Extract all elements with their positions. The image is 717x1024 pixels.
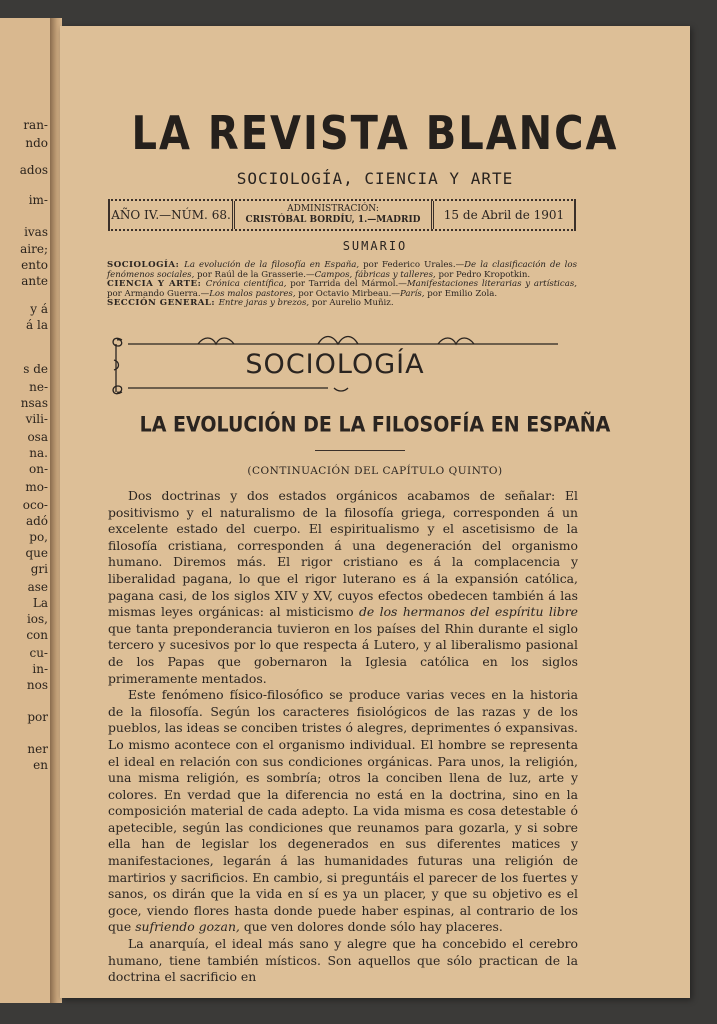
sumario-segment: por Aurelio Muñiz.: [309, 298, 394, 309]
article-paragraph: [108, 936, 578, 986]
paragraph-segment: que tanta preponderancia tuvieron en los países del Rhin durante el siglo tercero y sucesivos por lo que respecta á Lutero, y al liberalismo pasional de los Papas que gobernaron la Iglesia católica en los siglos primeramente mentados.: [108, 620, 578, 686]
left-page-fragment: ante: [21, 274, 48, 288]
left-page-fragment: ivas: [24, 225, 48, 239]
sumario-segment: París,: [399, 288, 425, 299]
left-page-fragment: por: [27, 710, 48, 724]
sumario-segment: por Federico Urales.—: [359, 260, 465, 270]
issue-info-bar: [108, 199, 576, 231]
left-page-fragment: ento: [21, 258, 48, 272]
left-page-fragment: in-: [32, 662, 48, 676]
article-paragraph: [108, 488, 578, 687]
sumario-item: [107, 299, 577, 309]
left-page-fragment: na.: [29, 446, 48, 460]
left-page-fragment: s de: [23, 362, 48, 376]
left-page-fragment: ados: [19, 163, 48, 177]
left-page-fragment: La: [32, 596, 48, 610]
paragraph-segment: Este fenómeno físico-filosófico se produce varias veces en la historia de la filosofía. Según los caracteres fisiológicos de las razas y de los pueblos, las ideas se conciben tristes ó alegres, deprimentes ó expansivas. Lo mismo acontece con el organismo individual. El hombre se representa el ideal en relación con sus condiciones orgánicas. Para unos, la religión, una misma religión, es sombría; otros la conciben llena de luz, arte y colores. En verdad que la diferencia no está en la doctrina, sino en la composición material de cada adepto. La vida misma es cosa detestable ó apetecible, según las condiciones que reunamos para gozarla, y si sobre ella han de legislar los degenerados en sus diferentes matices y manifestaciones, legarán á las humanidades futuras una religión de martirios y sacrificios. En cambio, si preguntáis el parecer de los fuertes y sanos, os dirán que la vida en sí es ya un placer, y que su objetivo es el goce, viendo flores hasta donde puede haber espinas, al contrario de los que: [108, 687, 578, 935]
sumario-segment: por Pedro Kropotkin.: [435, 269, 531, 280]
sumario-segment: por Armando Guerra.—: [107, 288, 210, 299]
left-page-fragment: ios,: [26, 612, 48, 626]
left-page-fragment: en: [33, 758, 48, 772]
left-page-fragment: vili-: [25, 412, 48, 426]
article-title: LA EVOLUCIÓN DE LA FILOSOFÍA EN ESPAÑA: [139, 412, 611, 438]
administration-block: [235, 201, 431, 229]
left-page-fragment: adó: [25, 514, 48, 528]
left-page-fragment: aire;: [20, 242, 48, 256]
paragraph-segment: Dos doctrinas y dos estados orgánicos acabamos de señalar: El positivismo y el naturalismo de la filosofía griega, corresponden á un excelente estado del cuerpo. El espiritualismo y el ascetisismo de la filosofía cristiana, corresponden á una degeneración del organismo humano. Diremos más. El rigor cristiano es á la complacencia y liberalidad pagana, lo que el rigor luterano es á la expansión católica, pagana casi, de los siglos XIV y XV, cuyos efectos obedecen también á las mismas leyes orgánicas: al misticismo: [108, 488, 578, 620]
left-page-edge: [0, 18, 50, 1003]
left-page-fragment: im-: [28, 193, 48, 207]
section-banner-title: SOCIOLOGÍA: [245, 349, 425, 380]
sumario-section-head: CIENCIA Y ARTE:: [107, 279, 206, 290]
paragraph-segment: que ven dolores donde sólo hay placeres.: [239, 919, 503, 935]
sumario-list: [107, 261, 577, 309]
sumario-segment: Entre jaras y brezos,: [218, 298, 310, 309]
left-page-fragment: y á: [30, 302, 48, 316]
issue-date: 15 de Abril de 1901: [431, 201, 576, 229]
left-page-fragment: ran-: [23, 118, 48, 132]
left-page-fragment: nos: [26, 678, 48, 692]
left-page-fragment: que: [25, 546, 48, 560]
left-page-fragment: á la: [26, 318, 48, 332]
sumario-segment: por Emilio Zola.: [424, 288, 498, 299]
left-page-fragment: ase: [27, 580, 48, 594]
paragraph-segment: La anarquía, el ideal más sano y alegre que ha concebido el cerebro humano, tiene también místicos. Son aquellos que sólo practican de la doctrina el sacrificio en: [108, 936, 578, 985]
left-page-fragment: gri: [30, 562, 48, 576]
sumario-section-head: SOCIOLOGÍA:: [107, 260, 185, 270]
left-page-fragment: nsas: [20, 396, 48, 410]
sumario-segment: Los malos pastores,: [209, 288, 296, 299]
sumario-segment: Manifestaciones literarias y artísticas,: [406, 279, 578, 290]
masthead-subtitle: SOCIOLOGÍA, CIENCIA Y ARTE: [236, 169, 514, 188]
sumario-item: [107, 280, 577, 299]
left-page-fragment: ner: [27, 742, 48, 756]
left-page-fragment: con: [26, 628, 48, 642]
left-page-fragment: ne-: [29, 380, 48, 394]
masthead-title: LA REVISTA BLANCA: [131, 107, 619, 161]
left-page-fragment: oco-: [22, 498, 48, 512]
paragraph-segment: sufriendo gozan,: [135, 919, 240, 935]
article-continuation-note: (CONTINUACIÓN DEL CAPÍTULO QUINTO): [247, 465, 503, 477]
sumario-segment: La evolución de la filosofía en España,: [184, 260, 360, 270]
sumario-segment: De la clasificación de los fenómenos sociales,: [107, 260, 578, 280]
sumario-title: SUMARIO: [342, 239, 408, 253]
left-page-fragment: on-: [28, 462, 48, 476]
sumario-segment: Crónica científica,: [205, 279, 287, 290]
article-paragraph: [108, 687, 578, 936]
left-page-fragment: osa: [27, 430, 48, 444]
sumario-segment: Campos, fábricas y talleres,: [314, 269, 436, 280]
sumario-segment: por Raúl de la Grasserie.—: [194, 269, 315, 280]
issue-number: AÑO IV.—NÚM. 68.: [108, 201, 235, 229]
sumario-section-head: SECCIÓN GENERAL:: [107, 298, 219, 309]
sumario-item: [107, 261, 577, 280]
title-rule: [315, 450, 405, 451]
sumario-segment: por Octavio Mirbeau.—: [295, 288, 400, 299]
admin-label: ADMINISTRACIÓN:: [287, 204, 379, 214]
admin-address: CRISTÓBAL BORDÍU, 1.—MADRID: [245, 215, 421, 225]
article-body: [108, 488, 578, 986]
sumario-segment: por Tarrida del Mármol.—: [286, 279, 407, 290]
paragraph-segment: de los hermanos del espíritu libre: [358, 604, 578, 620]
left-page-fragment: mo-: [25, 480, 48, 494]
left-page-fragment: ndo: [25, 136, 48, 150]
left-page-fragment: po,: [29, 530, 48, 544]
left-page-fragment: cu-: [29, 646, 48, 660]
journal-page: [60, 26, 690, 998]
